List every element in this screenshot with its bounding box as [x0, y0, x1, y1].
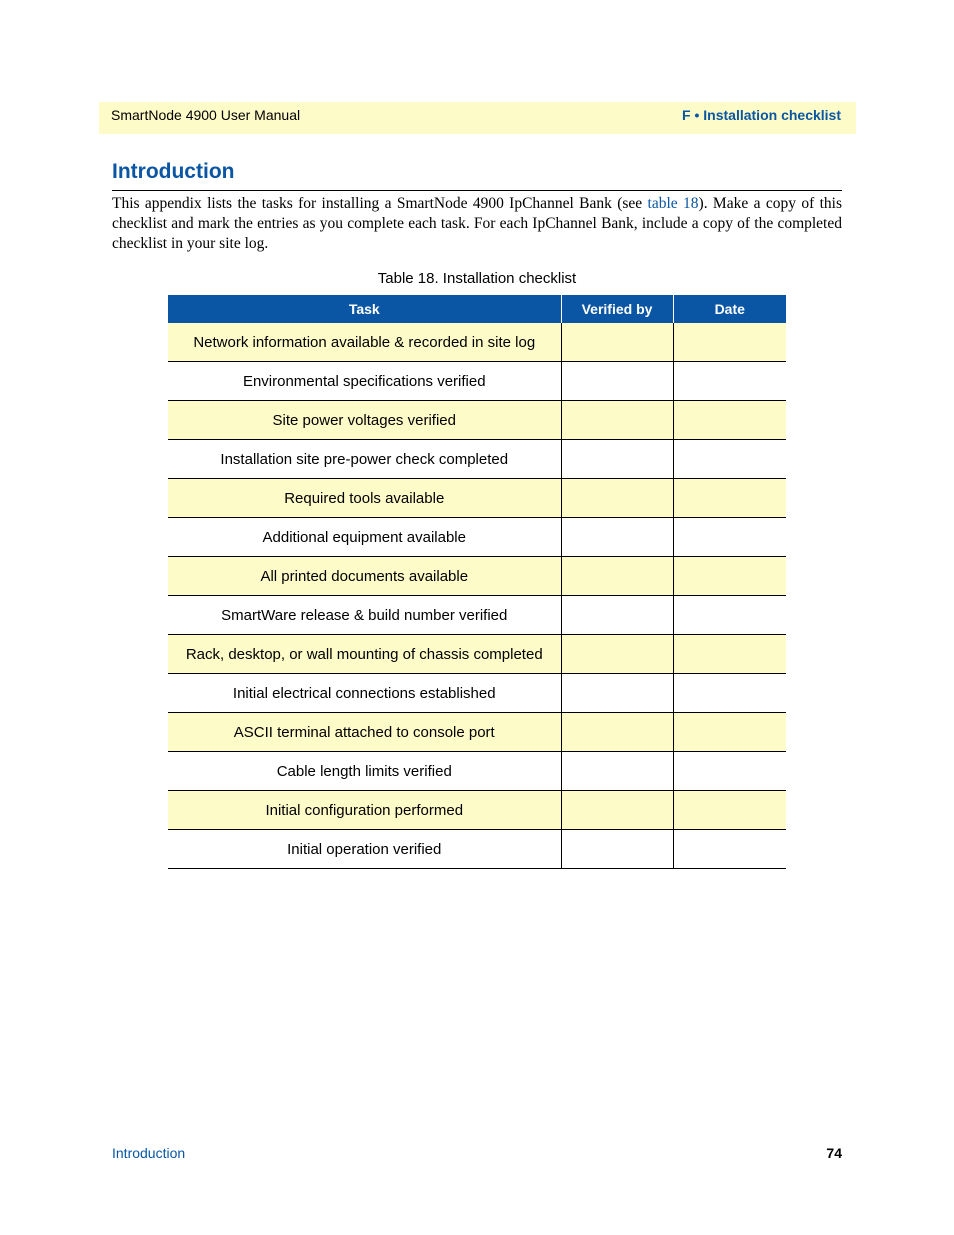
- header-date: Date: [673, 295, 786, 323]
- table-row: [168, 440, 786, 479]
- date-cell[interactable]: [673, 557, 786, 596]
- verified-by-cell[interactable]: [561, 596, 673, 635]
- table-row: [168, 752, 786, 791]
- task-cell: Environmental specifications verified: [168, 362, 561, 401]
- verified-by-cell[interactable]: [561, 557, 673, 596]
- verified-by-cell[interactable]: [561, 323, 673, 362]
- header-verified-by: Verified by: [561, 295, 673, 323]
- verified-by-cell[interactable]: [561, 635, 673, 674]
- task-cell: ASCII terminal attached to console port: [168, 713, 561, 752]
- chapter-title: F • Installation checklist: [682, 107, 841, 123]
- task-cell: Site power voltages verified: [168, 401, 561, 440]
- verified-by-cell[interactable]: [561, 440, 673, 479]
- section-title: Introduction: [112, 160, 235, 183]
- page-number: 74: [826, 1145, 842, 1161]
- date-cell[interactable]: [673, 440, 786, 479]
- intro-text-before: This appendix lists the tasks for installing a SmartNode 4900 IpChannel Bank (see: [112, 195, 648, 212]
- table-row: [168, 596, 786, 635]
- date-cell[interactable]: [673, 752, 786, 791]
- date-cell[interactable]: [673, 401, 786, 440]
- table-row: [168, 557, 786, 596]
- verified-by-cell[interactable]: [561, 791, 673, 830]
- task-cell: Rack, desktop, or wall mounting of chassis completed: [168, 635, 561, 674]
- date-cell[interactable]: [673, 830, 786, 869]
- date-cell[interactable]: [673, 518, 786, 557]
- installation-checklist-table: [168, 295, 786, 869]
- verified-by-cell[interactable]: [561, 713, 673, 752]
- date-cell[interactable]: [673, 635, 786, 674]
- date-cell[interactable]: [673, 713, 786, 752]
- task-cell: Network information available & recorded in site log: [168, 323, 561, 362]
- verified-by-cell[interactable]: [561, 830, 673, 869]
- task-cell: Initial operation verified: [168, 830, 561, 869]
- date-cell[interactable]: [673, 362, 786, 401]
- task-cell: Additional equipment available: [168, 518, 561, 557]
- header-task: Task: [168, 295, 561, 323]
- manual-title: SmartNode 4900 User Manual: [111, 107, 301, 123]
- table-row: [168, 830, 786, 869]
- task-cell: All printed documents available: [168, 557, 561, 596]
- table-link[interactable]: table 18: [647, 195, 699, 212]
- footer-section: Introduction: [112, 1145, 186, 1161]
- intro-paragraph: [112, 194, 842, 254]
- date-cell[interactable]: [673, 791, 786, 830]
- table-row: [168, 323, 786, 362]
- table-row: [168, 401, 786, 440]
- table-row: [168, 791, 786, 830]
- verified-by-cell[interactable]: [561, 674, 673, 713]
- task-cell: Cable length limits verified: [168, 752, 561, 791]
- task-cell: SmartWare release & build number verified: [168, 596, 561, 635]
- title-rule: [112, 190, 842, 191]
- task-cell: Installation site pre-power check completed: [168, 440, 561, 479]
- table-row: [168, 479, 786, 518]
- date-cell[interactable]: [673, 596, 786, 635]
- task-cell: Initial configuration performed: [168, 791, 561, 830]
- task-cell: Initial electrical connections established: [168, 674, 561, 713]
- table-row: [168, 674, 786, 713]
- table-row: [168, 635, 786, 674]
- date-cell[interactable]: [673, 323, 786, 362]
- table-row: [168, 713, 786, 752]
- table-body: [168, 323, 786, 869]
- table-row: [168, 362, 786, 401]
- verified-by-cell[interactable]: [561, 752, 673, 791]
- verified-by-cell[interactable]: [561, 518, 673, 557]
- task-cell: Required tools available: [168, 479, 561, 518]
- running-header: [99, 102, 856, 134]
- intro-text-after: ). Make a copy of this checklist and mark the entries as you complete each task. For each IpChannel Bank, include a copy of the completed checklist in your site log.: [112, 195, 843, 252]
- verified-by-cell[interactable]: [561, 401, 673, 440]
- table-caption: Table 18. Installation checklist: [377, 270, 577, 287]
- table-header-row: [168, 295, 786, 323]
- table-row: [168, 518, 786, 557]
- date-cell[interactable]: [673, 479, 786, 518]
- date-cell[interactable]: [673, 674, 786, 713]
- verified-by-cell[interactable]: [561, 362, 673, 401]
- verified-by-cell[interactable]: [561, 479, 673, 518]
